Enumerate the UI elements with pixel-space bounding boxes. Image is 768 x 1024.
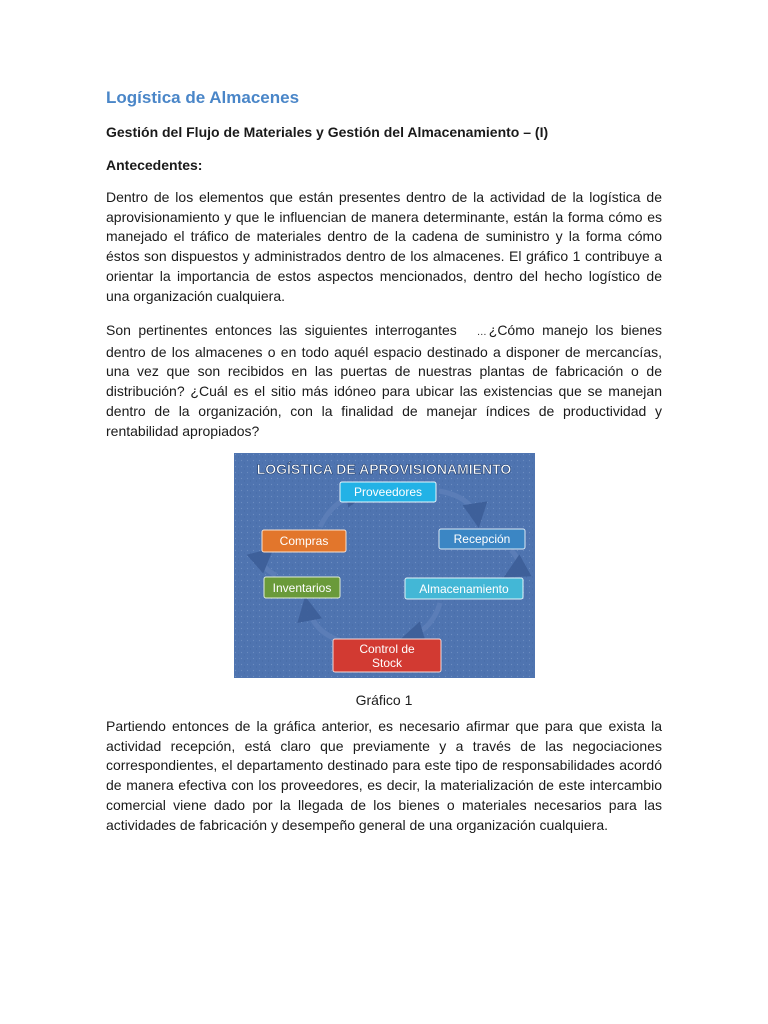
paragraph-2-rest: ¿Cómo manejo los bienes dentro de los almacenes o en todo aquél espacio destinado a disponer de mercancías, una vez que son recibidos en las puertas de nuestras plantas de fabricación o de distribución? ¿Cuál es el sitio más idóneo para ubicar las existencias que se manejan dentro de la organización, con la finalidad de manejar índices de productividad y rentabilidad apropiados?: [106, 322, 662, 439]
node-recepcion: [439, 529, 525, 549]
node-proveedores: [340, 482, 436, 502]
diagram-title: LOGÍSTICA DE APROVISIONAMIENTO: [256, 461, 512, 477]
node-compras-label: Compras: [279, 534, 329, 548]
section-heading: Antecedentes:: [106, 157, 203, 173]
paragraph-1: Dentro de los elementos que están presentes dentro de la actividad de la logística de aprovisionamiento y que le influencian de manera determinante, están la forma cómo es manejado el tráfico de materiales dentro de la cadena de suministro y la forma cómo éstos son dispuestos y administrados dentro de los almacenes. El gráfico 1 contribuye a orientar la importancia de estos aspectos mencionados, dentro del hecho logístico de una organización cualquiera.: [106, 189, 662, 304]
paragraph-2: [106, 321, 662, 441]
node-almacenamiento-label: Almacenamiento: [419, 582, 509, 596]
paragraph-2-lead: Son pertinentes entonces las siguientes interrogantes: [106, 322, 457, 338]
ellipsis: …: [476, 327, 487, 338]
node-recepcion-label: Recepción: [453, 532, 511, 546]
node-almacenamiento: [405, 578, 523, 599]
document-title: Logística de Almacenes: [106, 88, 300, 107]
node-control-label-line1: Control de: [359, 642, 415, 656]
node-inventarios-label: Inventarios: [272, 581, 332, 595]
node-control-de-stock: [333, 639, 441, 672]
figure-caption: Gráfico 1: [355, 692, 413, 708]
node-control-label-line2: Stock: [371, 656, 403, 670]
node-inventarios: [264, 577, 340, 598]
supply-logistics-diagram: [234, 453, 535, 678]
paragraph-3: Partiendo entonces de la gráfica anterior, es necesario afirmar que para que exista la actividad recepción, está claro que previamente y a través de las negociaciones correspondientes, el departamento destinado para este tipo de responsabilidades acordó de manera efectiva con los proveedores, es decir, la materialización de este intercambio comercial viene dado por la llegada de los bienes o materiales necesarios para las actividades de fabricación y desempeño general de una organización cualquiera.: [106, 718, 662, 833]
node-compras: [262, 530, 346, 552]
document-subtitle: Gestión del Flujo de Materiales y Gestión del Almacenamiento – (I): [106, 124, 549, 140]
node-proveedores-label: Proveedores: [353, 485, 423, 499]
